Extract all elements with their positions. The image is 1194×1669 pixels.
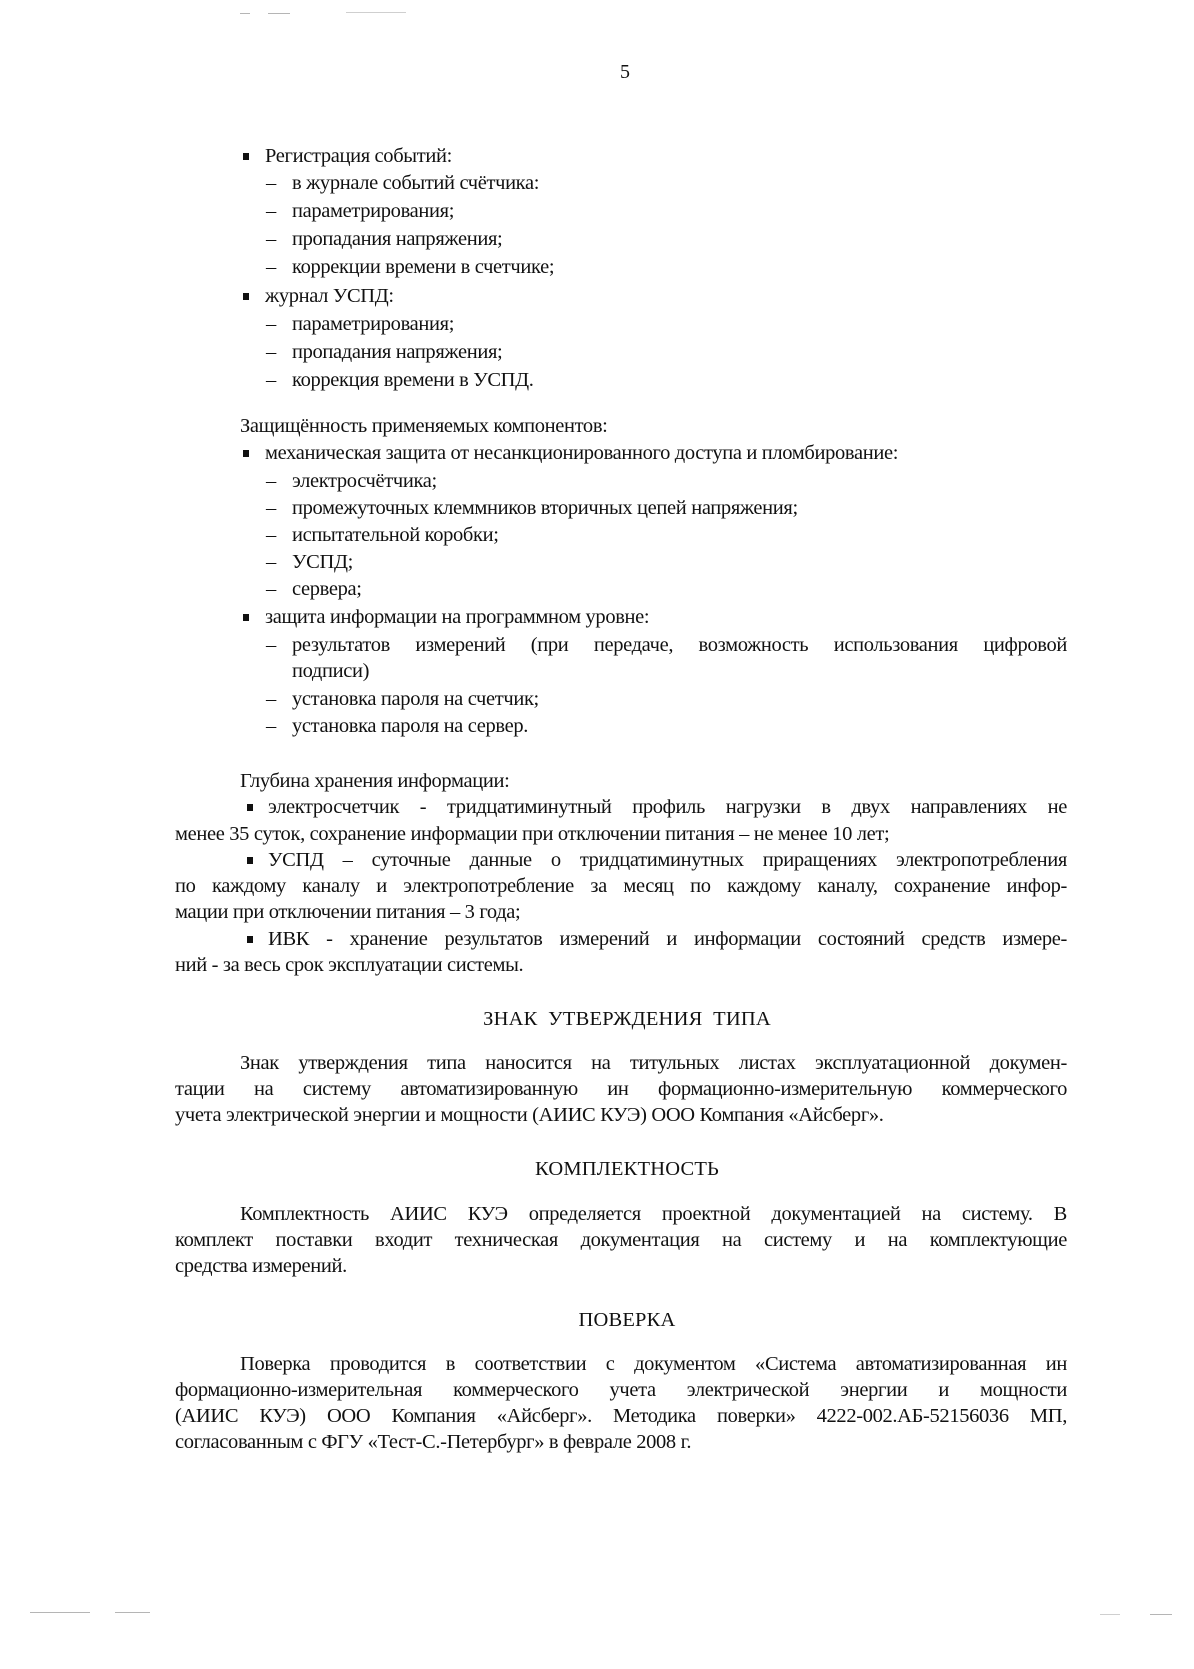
dash-icon: –	[266, 578, 277, 600]
section-heading: ПОВЕРКА	[578, 1309, 676, 1331]
dash-icon: –	[266, 715, 277, 737]
paragraph-line: Комплектность АИИС КУЭ определяется проектной документацией на систему. В	[240, 1203, 1067, 1225]
dash-icon: –	[266, 470, 277, 492]
dash-icon: –	[266, 524, 277, 546]
list-item: установка пароля на сервер.	[292, 715, 528, 737]
list-item: промежуточных клеммников вторичных цепей напряжения;	[292, 497, 798, 519]
storage-item-line: ИВК - хранение результатов измерений и информации состояний средств измере-	[268, 928, 1067, 950]
list-item: в журнале событий счётчика:	[292, 172, 540, 194]
paragraph-line: формационно-измерительная коммерческого учета электрической энергии и мощности	[175, 1379, 1067, 1401]
paragraph-line: учета электрической энергии и мощности (АИИС КУЭ) ООО Компания «Айсберг».	[175, 1104, 884, 1126]
dash-icon: –	[266, 172, 277, 194]
square-bullet-icon	[243, 614, 249, 621]
list-item: УСПД;	[292, 551, 353, 573]
page-number: 5	[620, 61, 630, 83]
list-item: установка пароля на счетчик;	[292, 688, 539, 710]
list-item: пропадания напряжения;	[292, 341, 503, 363]
list-item: электросчётчика;	[292, 470, 437, 492]
scan-artifact	[1150, 1614, 1172, 1615]
storage-item-line: по каждому каналу и электропотребление за месяц по каждому каналу, сохранение инфор-	[175, 875, 1067, 897]
bullet-text: Регистрация событий:	[265, 145, 452, 167]
paragraph-line: (АИИС КУЭ) ООО Компания «Айсберг». Методика поверки» 4222-002.АБ-52156036 МП,	[175, 1405, 1067, 1427]
square-bullet-icon	[243, 450, 249, 457]
list-item: коррекция времени в УСПД.	[292, 369, 534, 391]
dash-icon: –	[266, 341, 277, 363]
scan-artifact	[268, 13, 290, 14]
bullet-text: механическая защита от несанкционированного доступа и пломбирование:	[265, 442, 899, 464]
storage-item-line: УСПД – суточные данные о тридцатиминутных приращениях электропотребления	[268, 849, 1067, 871]
storage-item-line: электросчетчик - тридцатиминутный профиль нагрузки в двух направлениях не	[268, 796, 1067, 818]
dash-icon: –	[266, 200, 277, 222]
storage-item-line: менее 35 суток, сохранение информации при отключении питания – не менее 10 лет;	[175, 823, 890, 845]
dash-icon: –	[266, 551, 277, 573]
scan-artifact	[30, 1612, 90, 1613]
dash-icon: –	[266, 688, 277, 710]
list-item: коррекции времени в счетчике;	[292, 256, 555, 278]
dash-icon: –	[266, 634, 277, 656]
dash-icon: –	[266, 313, 277, 335]
storage-item-line: ний - за весь срок эксплуатации системы.	[175, 954, 524, 976]
list-item: параметрирования;	[292, 313, 455, 335]
paragraph-line: Знак утверждения типа наносится на титульных листах эксплуатационной докумен-	[240, 1052, 1067, 1074]
scan-artifact	[1100, 1614, 1120, 1615]
storage-item-line: мации при отключении питания – 3 года;	[175, 901, 521, 923]
bullet-text: защита информации на программном уровне:	[265, 606, 650, 628]
scan-artifact	[240, 13, 250, 14]
dash-icon: –	[266, 256, 277, 278]
square-bullet-icon	[247, 936, 253, 943]
list-item: испытательной коробки;	[292, 524, 499, 546]
paragraph-line: средства измерений.	[175, 1255, 347, 1277]
section-heading: КОМПЛЕКТНОСТЬ	[534, 1158, 720, 1180]
dash-icon: –	[266, 369, 277, 391]
scan-artifact	[115, 1612, 150, 1613]
list-item: сервера;	[292, 578, 362, 600]
section-title: Защищённость применяемых компонентов:	[240, 415, 608, 437]
square-bullet-icon	[247, 857, 253, 864]
list-item: результатов измерений (при передаче, возможность использования цифровой	[292, 634, 1067, 656]
list-item-continuation: подписи)	[292, 660, 370, 682]
paragraph-line: комплект поставки входит техническая документация на систему и на комплектующие	[175, 1229, 1067, 1251]
list-item: параметрирования;	[292, 200, 455, 222]
paragraph-line: согласованным с ФГУ «Тест-С.-Петербург» в феврале 2008 г.	[175, 1431, 692, 1453]
section-title: Глубина хранения информации:	[240, 770, 510, 792]
section-heading: ЗНАК УТВЕРЖДЕНИЯ ТИПА	[483, 1008, 771, 1030]
scan-artifact	[346, 12, 406, 13]
dash-icon: –	[266, 497, 277, 519]
paragraph-line: Поверка проводится в соответствии с документом «Система автоматизированная ин	[240, 1353, 1067, 1375]
square-bullet-icon	[243, 293, 249, 300]
dash-icon: –	[266, 228, 277, 250]
paragraph-line: тации на систему автоматизированную ин формационно-измерительную коммерческого	[175, 1078, 1067, 1100]
square-bullet-icon	[247, 804, 253, 811]
square-bullet-icon	[243, 153, 249, 160]
list-item: пропадания напряжения;	[292, 228, 503, 250]
bullet-text: журнал УСПД:	[265, 285, 394, 307]
